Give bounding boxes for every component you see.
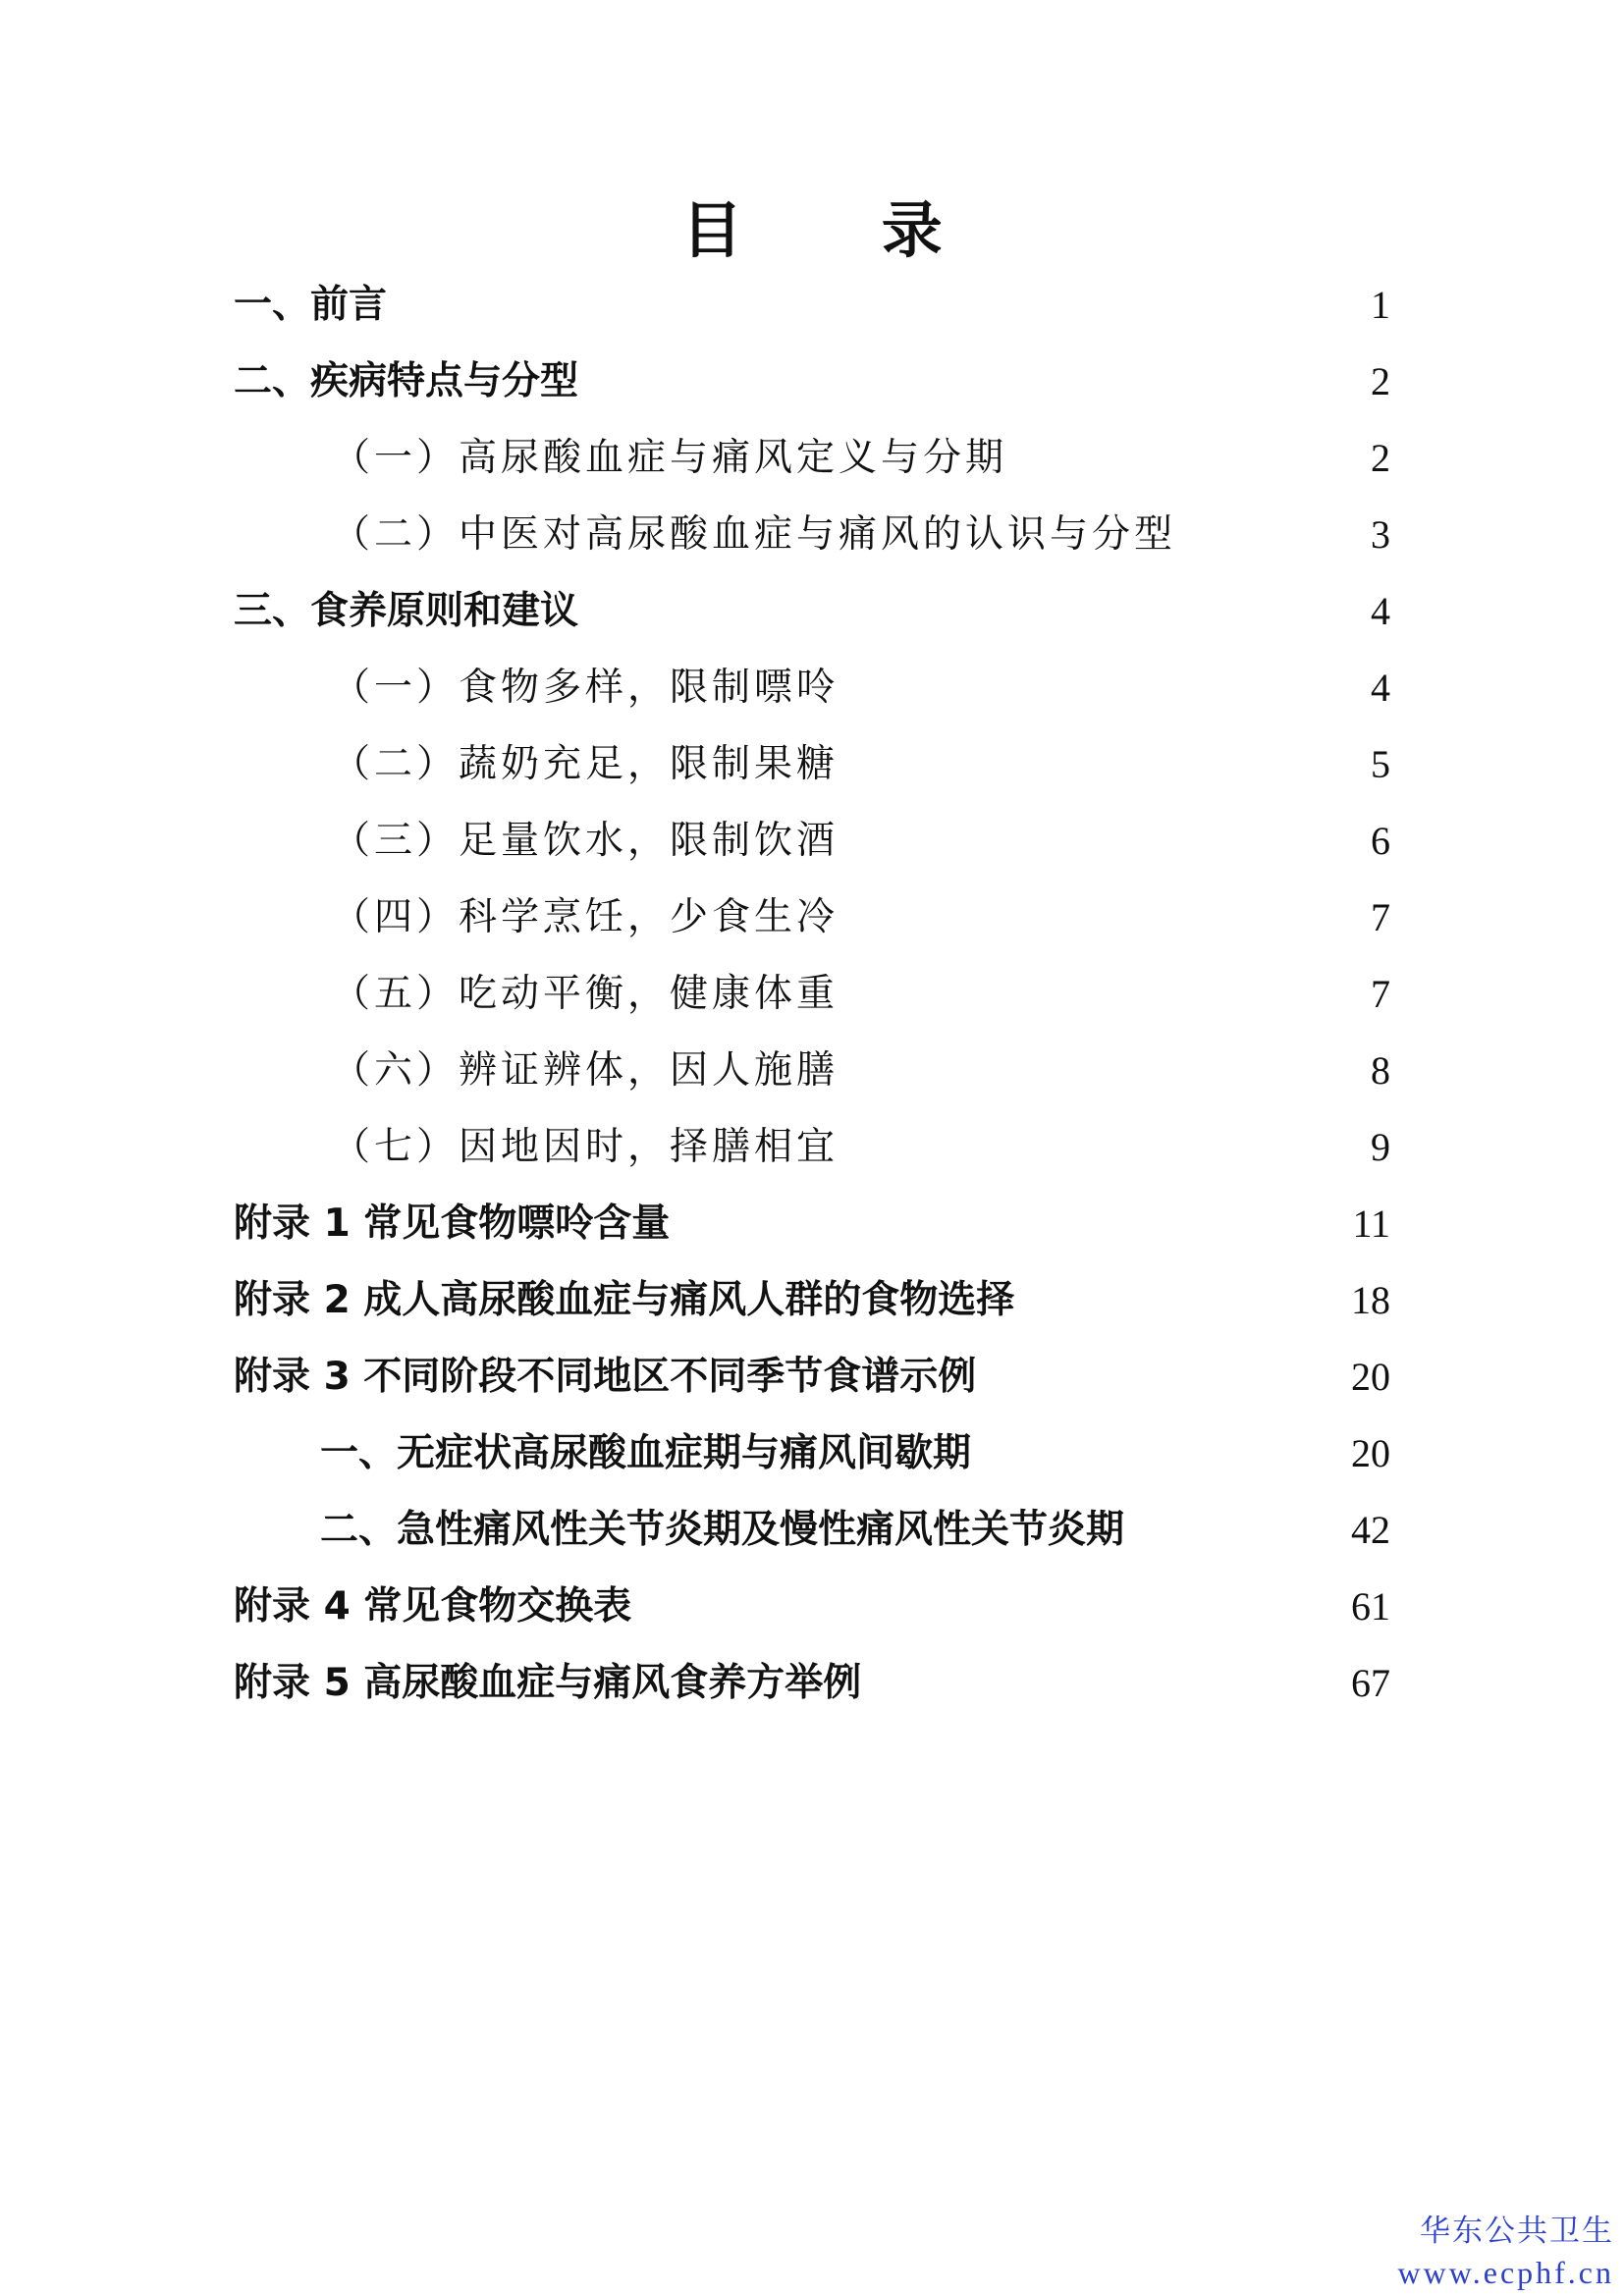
toc-entry-page-number: 4 [1371, 666, 1390, 710]
toc-entry-label: 附录 3 不同阶段不同地区不同季节食谱示例 [234, 1355, 977, 1399]
toc-entry-page-number: 42 [1351, 1508, 1390, 1552]
toc-entry-page-number: 7 [1371, 972, 1390, 1016]
toc-entry-page-number: 5 [1371, 742, 1390, 786]
toc-entry-label: 附录 5 高尿酸血症与痛风食养方举例 [234, 1661, 862, 1705]
toc-entry[interactable] [234, 420, 1390, 497]
toc-entry-page-number: 20 [1351, 1355, 1390, 1399]
toc-entry-page-number: 67 [1351, 1661, 1390, 1705]
toc-entry-page-number: 2 [1371, 436, 1390, 480]
toc-entry-label: （六）辨证辨体，因人施膳 [332, 1048, 839, 1093]
toc-entry[interactable] [234, 1109, 1390, 1186]
toc-entry-page-number: 8 [1371, 1048, 1390, 1093]
toc-entry[interactable] [234, 1492, 1390, 1569]
toc-entry-label: 二、急性痛风性关节炎期及慢性痛风性关节炎期 [320, 1508, 1125, 1552]
toc-entry[interactable] [234, 956, 1390, 1033]
toc-entry[interactable] [234, 267, 1390, 344]
toc-entry[interactable] [234, 1262, 1390, 1339]
table-of-contents [234, 267, 1390, 1722]
toc-entry-label: 附录 1 常见食物嘌呤含量 [234, 1201, 671, 1246]
toc-entry-page-number: 2 [1371, 359, 1390, 403]
toc-entry-page-number: 11 [1352, 1201, 1390, 1246]
toc-entry[interactable] [234, 803, 1390, 880]
watermark-url: www.ecphf.cn [1397, 2255, 1614, 2290]
toc-entry-label: 三、食养原则和建议 [234, 589, 579, 633]
watermark [1397, 2210, 1614, 2292]
watermark-name: 华东公共卫生 [1420, 2214, 1614, 2249]
toc-entry-page-number: 20 [1351, 1431, 1390, 1475]
toc-entry-page-number: 18 [1351, 1278, 1390, 1322]
toc-entry-label: （五）吃动平衡，健康体重 [332, 972, 839, 1016]
toc-entry-page-number: 4 [1371, 589, 1390, 633]
toc-entry-page-number: 61 [1351, 1584, 1390, 1629]
toc-entry[interactable] [234, 650, 1390, 726]
toc-entry[interactable] [234, 880, 1390, 956]
toc-entry[interactable] [234, 1186, 1390, 1262]
toc-entry-page-number: 1 [1371, 283, 1390, 327]
toc-entry-label: （二）中医对高尿酸血症与痛风的认识与分型 [332, 512, 1177, 557]
toc-entry-label: （七）因地因时，择膳相宜 [332, 1125, 839, 1169]
toc-entry[interactable] [234, 1645, 1390, 1722]
toc-entry[interactable] [234, 1569, 1390, 1645]
toc-entry-page-number: 3 [1371, 512, 1390, 557]
toc-entry-label: 附录 2 成人高尿酸血症与痛风人群的食物选择 [234, 1278, 1015, 1322]
toc-entry[interactable] [234, 573, 1390, 650]
page-title: 目 录 [681, 194, 1001, 266]
toc-entry[interactable] [234, 497, 1390, 573]
toc-entry-page-number: 6 [1371, 819, 1390, 863]
toc-entry[interactable] [234, 726, 1390, 803]
toc-entry-label: 附录 4 常见食物交换表 [234, 1584, 632, 1629]
toc-entry[interactable] [234, 344, 1390, 420]
toc-entry-label: （二）蔬奶充足，限制果糖 [332, 742, 839, 786]
toc-entry-label: 一、无症状高尿酸血症期与痛风间歇期 [320, 1431, 972, 1475]
toc-entry-label: 一、前言 [234, 283, 388, 327]
toc-entry-label: （一）高尿酸血症与痛风定义与分期 [332, 436, 1008, 480]
toc-entry-label: （三）足量饮水，限制饮酒 [332, 819, 839, 863]
toc-entry[interactable] [234, 1339, 1390, 1415]
toc-entry[interactable] [234, 1033, 1390, 1109]
toc-entry-page-number: 9 [1371, 1125, 1390, 1169]
toc-entry-label: （四）科学烹饪，少食生冷 [332, 895, 839, 939]
toc-entry-label: （一）食物多样，限制嘌呤 [332, 666, 839, 710]
toc-entry-page-number: 7 [1371, 895, 1390, 939]
toc-entry-label: 二、疾病特点与分型 [234, 359, 579, 403]
toc-entry[interactable] [234, 1415, 1390, 1492]
